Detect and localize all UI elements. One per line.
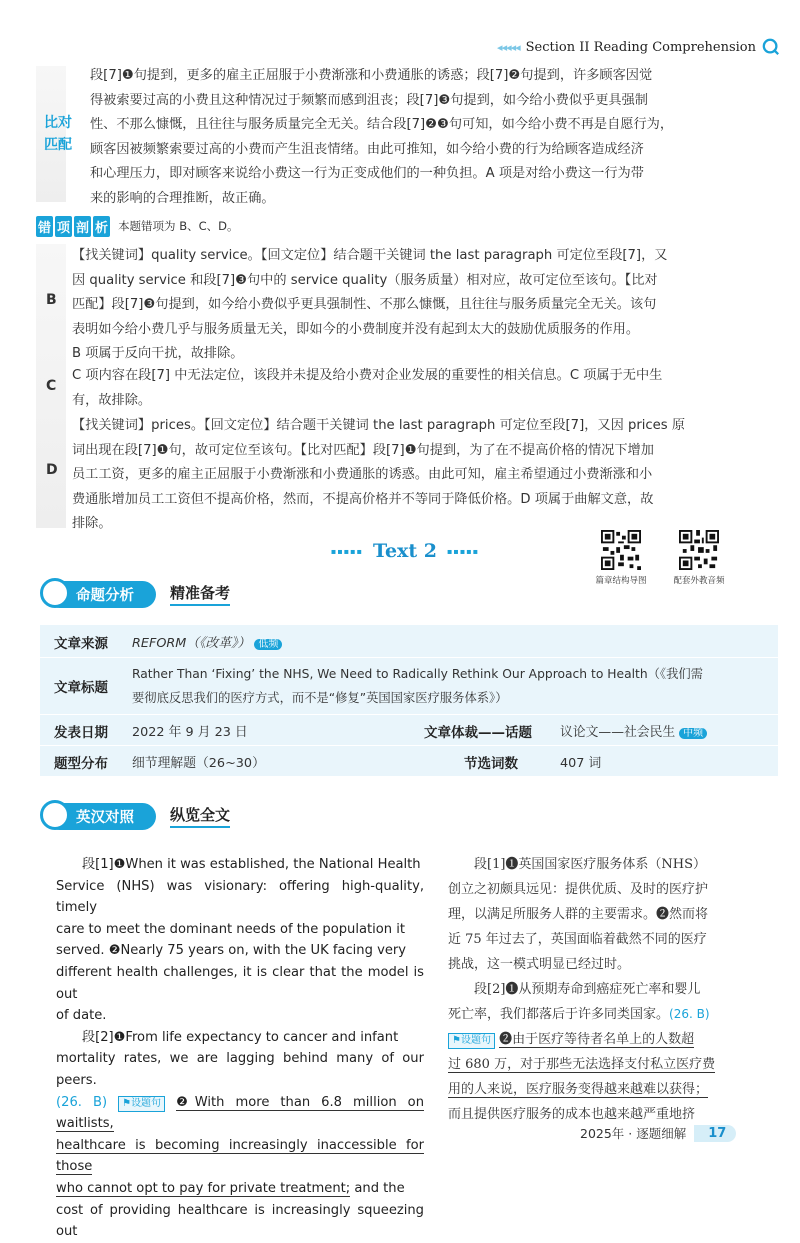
date-label: 发表日期 xyxy=(54,725,108,741)
zh-line xyxy=(448,1027,780,1052)
option-c-line: C 项内容在段[7] 中无法定位，该段并未提及给小费对企业发展的重要性的相关信息。C 项属于无中生 xyxy=(72,368,663,383)
zh-line xyxy=(448,1077,780,1102)
table-row-qtype xyxy=(40,745,778,776)
zh-underlined: 用的人来说，医疗服务变得越来越难以获得； xyxy=(448,1082,709,1097)
zh-paragraph-1 xyxy=(448,852,780,977)
bilingual-pill xyxy=(46,803,156,830)
analysis-heading xyxy=(46,580,230,608)
en-line: care to meet the dominant needs of the population it xyxy=(56,921,406,937)
zh-line: 段[2]❶从预期寿命到癌症死亡率和婴儿 xyxy=(474,982,701,997)
en-line xyxy=(56,1092,424,1135)
en-line xyxy=(56,1178,424,1200)
en-line: Service (NHS) was visionary: offering high-quality, timely xyxy=(56,878,424,916)
option-c-line: 有，故排除。 xyxy=(72,392,152,408)
genre-freq-tag: 中频 xyxy=(679,728,707,739)
option-d-line: 排除。 xyxy=(72,516,112,531)
table-row-source xyxy=(40,624,778,657)
genre-value xyxy=(560,721,707,740)
wrong-options-heading xyxy=(36,215,239,237)
source-freq-tag: 低频 xyxy=(254,639,282,650)
en-question-ref: (26. B) xyxy=(56,1094,108,1110)
analysis-pill xyxy=(46,581,156,608)
title-value xyxy=(132,662,772,710)
compare-line: 和心理压力，即对顾客来说给小费这一行为正变成他们的一种负担。A 项是对给小费这一行为带 xyxy=(90,166,644,181)
words-value: 407 词 xyxy=(560,756,602,771)
source-value xyxy=(132,632,282,651)
zh-text: 死亡率，我们都落后于许多同类国家。 xyxy=(448,1007,670,1022)
option-b-line: B 项属于反向干扰，故排除。 xyxy=(72,346,244,361)
zh-question-ref: (26. B) xyxy=(669,1007,710,1021)
compare-line: 来的影响的合理推断，故正确。 xyxy=(90,190,275,206)
en-line: different health challenges, it is clear that the model is out xyxy=(56,964,424,1002)
option-letter-b: B xyxy=(46,292,57,308)
analysis-sub: 精准备考 xyxy=(170,582,230,606)
page-number: 17 xyxy=(694,1125,736,1142)
qr-caption-audio: 配套外教音频 xyxy=(673,576,725,586)
option-d-paragraph xyxy=(72,414,762,537)
option-b-line: 表明如今给小费几乎与服务质量无关，即如今的小费制度并没有起到太大的鼓励优质服务的作用。 xyxy=(72,321,640,337)
qtype-label: 题型分布 xyxy=(54,756,108,772)
en-underlined: who cannot opt to pay for private treatment; xyxy=(56,1180,351,1196)
banner-dots-left: ▪▪▪▪▪ xyxy=(330,546,363,556)
zh-line: 理，以满足所服务人群的主要需求。❷然而将 xyxy=(448,907,709,922)
option-d-line: 【找关键词】prices。【回文定位】结合题干关键词 the last paragraph 可定位至段[7]，又因 prices 原 xyxy=(72,418,686,433)
wrong-badge-1: 错 xyxy=(36,216,53,237)
words-label: 节选词数 xyxy=(464,756,518,772)
en-underlined: healthcare is becoming increasingly inaccessible for those xyxy=(56,1137,424,1175)
option-d-line: 费通胀增加员工工资但不提高价格，然而，不提高价格并不等同于降低价格。D 项属于曲解文意，故 xyxy=(72,491,654,507)
zh-tip-label: 设题句 xyxy=(460,1035,491,1046)
title-value-line1: Rather Than ‘Fixing’ the NHS, We Need to Radically Rethink Our Approach to Health（《我们需 xyxy=(132,667,703,681)
compare-line: 得被索要过高的小费且这种情况过于频繁而感到沮丧；段[7]❸句提到，如今给小费似乎更具强制 xyxy=(90,92,648,108)
zh-line: 挑战，这一模式明显已经过时。 xyxy=(448,957,631,972)
en-line: cost of providing healthcare is increasingly squeezing out xyxy=(56,1202,424,1240)
title-label: 文章标题 xyxy=(54,680,108,696)
compare-tag-line1: 比对 xyxy=(44,115,72,131)
zh-line: 创立之初颇具远见：提供优质、及时的医疗护 xyxy=(448,882,709,897)
option-d-line: 员工工资，更多的雇主正屈服于小费渐涨和小费通胀的诱惑。由此可知，雇主希望通过小费渐涨和小 xyxy=(72,467,653,482)
qr-code-structure[interactable] xyxy=(601,530,641,570)
en-tip-label: 设题句 xyxy=(131,1097,162,1109)
en-line: 段[2]❶From life expectancy to cancer and infant xyxy=(82,1029,399,1045)
zh-underlined: 过 680 万，对于那些无法选择支付私立医疗费 xyxy=(448,1057,716,1072)
en-rest: and the xyxy=(350,1180,405,1196)
en-line: of date. xyxy=(56,1008,107,1024)
compare-tag xyxy=(44,112,74,156)
header-title: Section II Reading Comprehension xyxy=(525,39,756,55)
option-b-line: 因 quality service 和段[7]❸句中的 service quality（服务质量）相对应，故可定位至该句。【比对 xyxy=(72,272,658,288)
banner-dots-right: ▪▪▪▪▪ xyxy=(447,546,480,556)
bilingual-heading xyxy=(46,802,230,830)
wrong-note: 本题错项为 B、C、D。 xyxy=(118,219,239,233)
en-line: 段[1]❶When it was established, the National Health xyxy=(82,857,421,872)
zh-line xyxy=(448,1002,780,1027)
option-b-line: 匹配】段[7]❸句提到，如今给小费似乎更具强制性、不那么慷慨，且往往与服务质量完全无关。该句 xyxy=(72,297,657,312)
wrong-badge-2: 项 xyxy=(55,216,72,237)
genre-label: 文章体裁——话题 xyxy=(424,725,532,741)
qr-code-audio[interactable] xyxy=(679,530,719,570)
bilingual-sub: 纵览全文 xyxy=(170,804,230,828)
header-arrows: ◂◂◂◂◂ xyxy=(497,40,520,54)
date-value: 2022 年 9 月 23 日 xyxy=(132,725,248,740)
chinese-column xyxy=(448,852,780,1127)
bilingual-circle-icon xyxy=(40,800,70,830)
footer-text: 2025年 · 逐题细解 xyxy=(580,1126,687,1141)
option-c-paragraph xyxy=(72,364,762,413)
genre-value-text: 议论文——社会民生 xyxy=(560,725,676,740)
option-b-paragraph xyxy=(72,244,762,367)
source-label: 文章来源 xyxy=(54,636,108,652)
zh-underlined: ❷由于医疗等待者名单上的人数超 xyxy=(499,1032,695,1047)
compare-line: 顾客因被频繁索要过高的小费而产生沮丧情绪。由此可推知，如今给小费的行为给顾客造成经济 xyxy=(90,141,644,157)
en-line xyxy=(56,1135,424,1178)
compare-line: 段[7]❶句提到，更多的雇主正屈服于小费渐涨和小费通胀的诱惑；段[7]❷句提到，许多顾客因觉 xyxy=(90,68,653,83)
search-q-icon xyxy=(762,38,780,56)
qtype-value: 细节理解题（26~30） xyxy=(132,756,265,771)
en-underlined: ❷With more than 6.8 million on waitlists, xyxy=(56,1094,424,1132)
zh-line: 近 75 年过去了，英国面临着截然不同的医疗 xyxy=(448,932,707,947)
compare-line: 性、不那么慷慨，且往往与服务质量完全无关。结合段[7]❷❸句可知，如今给小费不再是自愿行为， xyxy=(90,117,674,132)
source-value-text: REFORM（《改革》） xyxy=(132,636,251,651)
title-value-line2: 要彻底反思我们的医疗方式，而不是“修复”英国国家医疗服务体系》） xyxy=(132,691,508,705)
wrong-badge-4: 析 xyxy=(93,216,110,237)
en-line: mortality rates, we are lagging behind many of our peers. xyxy=(56,1051,424,1088)
en-tip-flag-icon: ⚑设题句 xyxy=(118,1096,165,1112)
analysis-circle-icon xyxy=(40,578,70,608)
option-b-line: 【找关键词】quality service。【回文定位】结合题干关键词 the last paragraph 可定位至段[7]，又 xyxy=(72,248,668,263)
qr-caption-structure: 篇章结构导图 xyxy=(595,576,647,586)
table-row-date xyxy=(40,714,778,745)
en-paragraph-2 xyxy=(56,1027,424,1243)
table-row-title xyxy=(40,657,778,714)
compare-paragraph xyxy=(90,64,762,211)
analysis-pill-label: 命题分析 xyxy=(76,587,134,604)
option-d-line: 词出现在段[7]❶句，故可定位至该句。【比对匹配】段[7]❶句提到，为了在不提高价格的情况下增加 xyxy=(72,442,654,458)
zh-line: 而且提供医疗服务的成本也越来越严重地挤 xyxy=(448,1107,696,1122)
option-letter-c: C xyxy=(46,378,57,394)
bilingual-pill-label: 英汉对照 xyxy=(76,809,134,826)
option-letter-d: D xyxy=(46,462,58,478)
en-line: served. ❷Nearly 75 years on, with the UK facing very xyxy=(56,943,407,959)
text2-banner xyxy=(290,538,520,564)
zh-line xyxy=(448,1052,780,1077)
text2-title: Text 2 xyxy=(373,540,437,562)
compare-tag-line2: 匹配 xyxy=(44,137,72,153)
page-footer xyxy=(580,1122,736,1144)
zh-tip-flag-icon: ⚑设题句 xyxy=(448,1033,495,1049)
en-paragraph-1 xyxy=(56,854,424,1027)
zh-paragraph-2 xyxy=(448,977,780,1127)
wrong-badge-3: 剖 xyxy=(74,216,91,237)
page-header xyxy=(470,36,780,58)
english-column xyxy=(56,854,424,1243)
zh-line: 段[1]❶英国国家医疗服务体系（NHS） xyxy=(474,857,707,872)
